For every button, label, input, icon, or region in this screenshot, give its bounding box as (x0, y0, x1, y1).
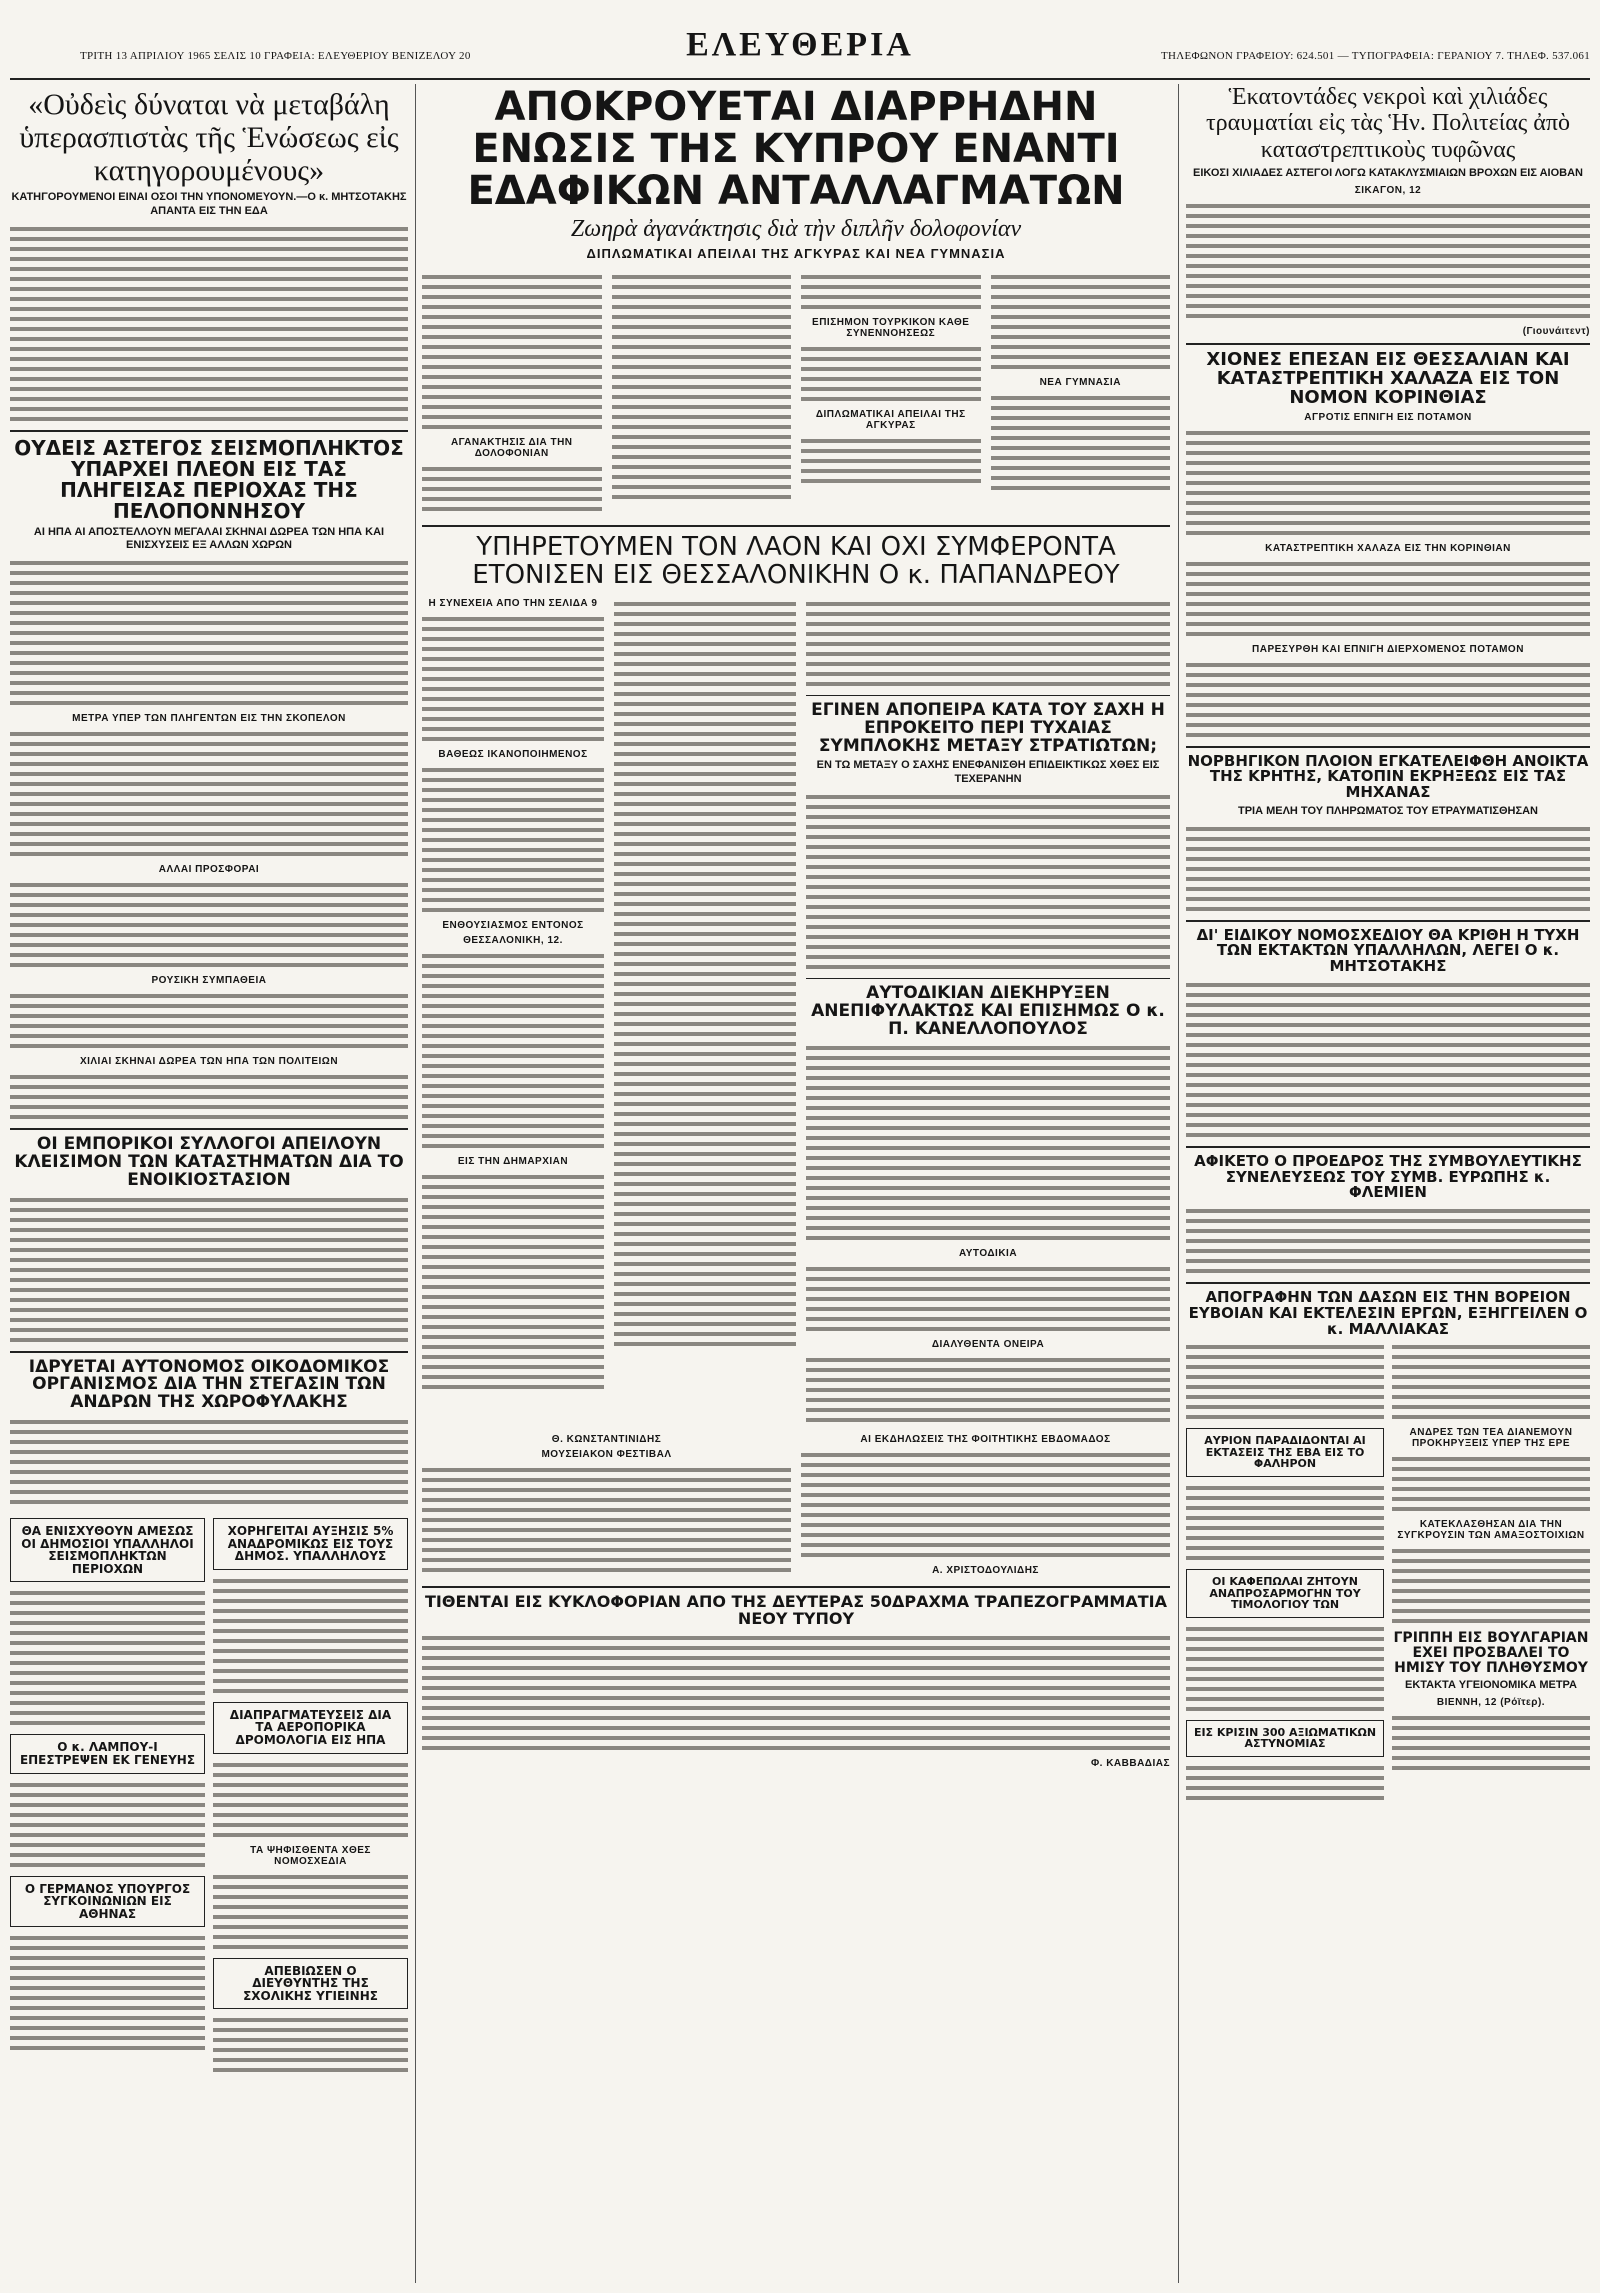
section-heading: ΕΝΘΟΥΣΙΑΣΜΟΣ ΕΝΤΟΝΟΣ (442, 919, 584, 931)
signature: (Γιουνάιτεντ) (1522, 325, 1590, 337)
section-heading: ΝΕΑ ΓΥΜΝΑΣΙΑ (1039, 376, 1121, 388)
newspaper-page (10, 10, 1590, 2283)
continued-label: Η ΣΥΝΕΧΕΙΑ ΑΠΟ ΤΗΝ ΣΕΛΙΔΑ 9 (428, 597, 598, 609)
section-heading: ΡΟΥΣΙΚΗ ΣΥΜΠΑΘΕΙΑ (151, 975, 267, 986)
column-rule (415, 84, 416, 2283)
main-deck: Ζωηρὰ ἀγανάκτησις διὰ τὴν διπλῆν δολοφονίαν (570, 216, 1022, 242)
german-box-title: Ο ΓΕΡΜΑΝΟΣ ΥΠΟΥΡΓΟΣ ΣΥΓΚΟΙΝΩΝΙΩΝ ΕΙΣ ΑΘΗΝΑΣ (24, 1881, 191, 1921)
tomorrow-box-title: ΑΥΡΙΟΝ ΠΑΡΑΔΙΔΟΝΤΑΙ ΑΙ ΕΚΤΑΣΕΙΣ ΤΗΣ ΕΒΑ ΕΙΣ ΤΟ ΦΑΛΗΡΟΝ (1204, 1434, 1366, 1471)
lead-subheadline: ΚΑΤΗΓΟΡΟΥΜΕΝΟΙ ΕΙΝΑΙ ΟΣΟΙ ΤΗΝ ΥΠΟΝΟΜΕΥΟΥΝ.—Ο κ. ΜΗΤΣΟΤΑΚΗΣ ΑΠΑΝΤΑ ΕΙΣ ΤΗΝ ΕΔΑ (11, 191, 407, 217)
flu-subheadline: ΕΚΤΑΚΤΑ ΥΓΕΙΟΝΟΜΙΚΑ ΜΕΤΡΑ (1404, 1679, 1578, 1692)
police-box-title: ΕΙΣ ΚΡΙΣΙΝ 300 ΑΞΙΩΜΑΤΙΚΩΝ ΑΣΤΥΝΟΜΙΑΣ (1193, 1725, 1377, 1751)
housing-headline: ΙΔΡΥΕΤΑΙ ΑΥΤΟΝΟΜΟΣ ΟΙΚΟΔΟΜΙΚΟΣ ΟΡΓΑΝΙΣΜΟΣ ΔΙΑ ΤΗΝ ΣΤΕΓΑΣΙΝ ΤΩΝ ΑΝΔΡΩΝ ΤΗΣ ΧΩΡΟΦΥΛΑΚΗΣ (28, 1356, 390, 1413)
ship-headline: ΝΟΡΒΗΓΙΚΟΝ ΠΛΟΙΟΝ ΕΓΚΑΤΕΛΕΙΦΘΗ ΑΝΟΙΚΤΑ ΤΗΣ ΚΡΗΤΗΣ, ΚΑΤΟΠΙΝ ΕΚΡΗΞΕΩΣ ΕΙΣ ΤΑΣ ΜΗΧΑΝΑΣ (1187, 751, 1589, 802)
section-heading: ΕΠΙΣΗΜΟΝ ΤΟΥΡΚΙΚΟΝ ΚΑΘΕ ΣΥΝΕΝΝΟΗΣΕΩΣ (812, 316, 970, 339)
kanellopoulos-headline: ΑΥΤΟΔΙΚΙΑΝ ΔΙΕΚΗΡΥΞΕΝ ΑΝΕΠΙΦΥΛΑΚΤΩΣ ΚΑΙ ΕΠΙΣΗΜΩΣ Ο κ. Π. ΚΑΝΕΛΛΟΠΟΥΛΟΣ (811, 982, 1165, 1039)
section-heading: ΒΑΘΕΩΣ ΙΚΑΝΟΠΟΙΗΜΕΝΟΣ (438, 748, 588, 760)
dateline: ΘΕΣΣΑΛΟΝΙΚΗ, 12. (463, 934, 563, 946)
dateline: ΣΙΚΑΓΟΝ, 12 (1354, 184, 1422, 196)
section-heading: ΜΟΥΣΕΙΑΚΟΝ ΦΕΣΤΙΒΑΛ (541, 1449, 672, 1461)
snow-headline: ΧΙΟΝΕΣ ΕΠΕΣΑΝ ΕΙΣ ΘΕΣΣΑΛΙΑΝ ΚΑΙ ΚΑΤΑΣΤΡΕΠΤΙΚΗ ΧΑΛΑΖΑ ΕΙΣ ΤΟΝ ΝΟΜΟΝ ΚΟΡΙΝΘΙΑΣ (1206, 348, 1570, 408)
shah-subheadline: ΕΝ ΤΩ ΜΕΤΑΞΥ Ο ΣΑΧΗΣ ΕΝΕΦΑΝΙΣΘΗ ΕΠΙΔΕΙΚΤΙΚΩΣ ΧΘΕΣ ΕΙΣ ΤΕΧΕΡΑΝΗΝ (816, 759, 1160, 786)
section-heading: ΕΙΣ ΤΗΝ ΔΗΜΑΡΧΙΑΝ (457, 1155, 569, 1167)
section-heading: ΑΝΔΡΕΣ ΤΩΝ ΤΕΑ ΔΙΑΝΕΜΟΥΝ ΠΡΟΚΗΡΥΞΕΙΣ ΥΠΕΡ ΤΗΣ ΕΡΕ (1409, 1427, 1573, 1450)
section-heading: ΑΛΛΑΙ ΠΡΟΣΦΟΡΑΙ (158, 864, 260, 875)
section-heading: ΤΑ ΨΗΦΙΣΘΕΝΤΑ ΧΘΕΣ ΝΟΜΟΣΧΕΔΙΑ (250, 1844, 371, 1867)
section-heading: ΑΓΑΝΑΚΤΗΣΙΣ ΔΙΑ ΤΗΝ ΔΟΛΟΦΟΝΙΑΝ (450, 436, 573, 459)
shah-headline: ΕΓΙΝΕΝ ΑΠΟΠΕΙΡΑ ΚΑΤΑ ΤΟΥ ΣΑΧΗ Η ΕΠΡΟΚΕΙΤΟ ΠΕΡΙ ΤΥΧΑΙΑΣ ΣΥΜΠΛΟΚΗΣ ΜΕΤΑΞΥ ΣΤΡΑΤΙΩΤΩΝ; (811, 699, 1165, 756)
section-heading: ΑΙ ΕΚΔΗΛΩΣΕΙΣ ΤΗΣ ΦΟΙΤΗΤΙΚΗΣ ΕΒΔΟΜΑΔΟΣ (860, 1434, 1111, 1446)
signature: Φ. ΚΑΒΒΑΔΙΑΣ (1090, 1757, 1170, 1769)
date-line: ΤΡΙΤΗ 13 ΑΠΡΙΛΙΟΥ 1965 ΣΕΛΙΣ 10 ΓΡΑΦΕΙΑ: ΕΛΕΥΘΕΡΙΟΥ ΒΕΝΙΖΕΛΟΥ 20 (80, 50, 471, 62)
shops-headline: ΟΙ ΕΜΠΟΡΙΚΟΙ ΣΥΛΛΟΓΟΙ ΑΠΕΙΛΟΥΝ ΚΛΕΙΣΙΜΟΝ ΤΩΝ ΚΑΤΑΣΤΗΜΑΤΩΝ ΔΙΑ ΤΟ ΕΝΟΙΚΙΟΣΤΑΣΙΟΝ (14, 1134, 404, 1190)
raise-box-title: ΧΟΡΗΓΕΙΤΑΙ ΑΥΞΗΣΙΣ 5% ΑΝΑΔΡΟΜΙΚΩΣ ΕΙΣ ΤΟΥΣ ΔΗΜΟΣ. ΥΠΑΛΛΗΛΟΥΣ (227, 1524, 394, 1564)
main-headline: ΑΠΟΚΡΟΥΕΤΑΙ ΔΙΑΡΡΗΔΗΝ ΕΝΩΣΙΣ ΤΗΣ ΚΥΠΡΟΥ ΕΝΑΝΤΙ ΕΔΑΦΙΚΩΝ ΑΝΤΑΛΛΑΓΜΑΤΩΝ (467, 84, 1125, 214)
right-column (1186, 84, 1590, 2283)
quake-subheadline: ΑΙ ΗΠΑ ΑΙ ΑΠΟΣΤΕΛΛΟΥΝ ΜΕΓΑΛΑΙ ΣΚΗΝΑΙ ΔΩΡΕΑ ΤΩΝ ΗΠΑ ΚΑΙ ΕΝΙΣΧΥΣΕΙΣ ΕΞ ΑΛΛΩΝ ΧΩΡΩΝ (33, 525, 385, 552)
ship-subheadline: ΤΡΙΑ ΜΕΛΗ ΤΟΥ ΠΛΗΡΩΜΑΤΟΣ ΤΟΥ ΕΤΡΑΥΜΑΤΙΣΘΗΣΑΝ (1237, 804, 1538, 817)
lead-headline: «Οὐδεὶς δύναται νὰ μεταβάλη ὑπερασπιστὰς τῆς Ἑνώσεως εἰς κατηγορουμένους» (19, 88, 399, 187)
law-headline: ΔΙ' ΕΙΔΙΚΟΥ ΝΟΜΟΣΧΕΔΙΟΥ ΘΑ ΚΡΙΘΗ Η ΤΥΧΗ ΤΩΝ ΕΚΤΑΚΤΩΝ ΥΠΑΛΛΗΛΩΝ, ΛΕΓΕΙ Ο κ. ΜΗΤΣΟΤΑΚΗΣ (1196, 925, 1580, 976)
masthead (10, 10, 1590, 80)
phone-line: ΤΗΛΕΦΩΝΟΝ ΓΡΑΦΕΙΟΥ: 624.501 — ΤΥΠΟΓΡΑΦΕΙΑ: ΓΕΡΑΝΙΟΥ 7. ΤΗΛΕΦ. 537.061 (1160, 50, 1590, 62)
school-box-title: ΑΠΕΒΙΩΣΕΝ Ο ΔΙΕΥΘΥΝΤΗΣ ΤΗΣ ΣΧΟΛΙΚΗΣ ΥΓΙΕΙΝΗΣ (243, 1963, 378, 2003)
section-heading: ΜΕΤΡΑ ΥΠΕΡ ΤΩΝ ΠΛΗΓΕΝΤΩΝ ΕΙΣ ΤΗΝ ΣΚΟΠΕΛΟΝ (72, 713, 346, 724)
section-heading: ΧΙΛΙΑΙ ΣΚΗΝΑΙ ΔΩΡΕΑ ΤΩΝ ΗΠΑ ΤΩΝ ΠΟΛΙΤΕΙΩΝ (79, 1056, 339, 1067)
storm-headline: Ἑκατοντάδες νεκροὶ καὶ χιλιάδες τραυματίαι εἰς τὰς Ἡν. Πολιτείας ἀπὸ καταστρεπτικοὺς τυφῶνας (1206, 84, 1570, 163)
signature: Α. ΧΡΙΣΤΟΔΟΥΛΙΔΗΣ (932, 1565, 1039, 1577)
section-heading: ΑΓΡΟΤΙΣ ΕΠΝΙΓΗ ΕΙΣ ΠΟΤΑΜΟΝ (1304, 411, 1472, 423)
section-heading: ΠΑΡΕΣΥΡΘΗ ΚΑΙ ΕΠΝΙΓΗ ΔΙΕΡΧΟΜΕΝΟΣ ΠΟΤΑΜΟΝ (1252, 643, 1524, 655)
banknotes-headline: ΤΙΘΕΝΤΑΙ ΕΙΣ ΚΥΚΛΟΦΟΡΙΑΝ ΑΠΟ ΤΗΣ ΔΕΥΤΕΡΑΣ 50ΔΡΑΧΜΑ ΤΡΑΠΕΖΟΓΡΑΜΜΑΤΙΑ ΝΕΟΥ ΤΥΠΟΥ (425, 1592, 1167, 1629)
air-box-title: ΔΙΑΠΡΑΓΜΑΤΕΥΣΕΙΣ ΔΙΑ ΤΑ ΑΕΡΟΠΟΡΙΚΑ ΔΡΟΜΟΛΟΓΙΑ ΕΙΣ ΗΠΑ (229, 1707, 392, 1748)
main-subheadline: ΔΙΠΛΩΜΑΤΙΚΑΙ ΑΠΕΙΛΑΙ ΤΗΣ ΑΓΚΥΡΑΣ ΚΑΙ ΝΕΑ ΓΥΜΝΑΣΙΑ (586, 246, 1006, 262)
storm-subheadline: ΕΙΚΟΣΙ ΧΙΛΙΑΔΕΣ ΑΣΤΕΓΟΙ ΛΟΓΩ ΚΑΤΑΚΛΥΣΜΙΑΙΩΝ ΒΡΟΧΩΝ ΕΙΣ ΑΙΟΒΑΝ (1193, 167, 1583, 180)
section-heading: ΑΥΤΟΔΙΚΙΑ (958, 1248, 1018, 1260)
lambrou-box-title: Ο κ. ΛΑΜΠΟΥ-Ι ΕΠΕΣΤΡΕΨΕΝ ΕΚ ΓΕΝΕΥΗΣ (19, 1740, 196, 1768)
left-column (10, 84, 408, 2283)
section-heading: ΚΑΤΑΣΤΡΕΠΤΙΚΗ ΧΑΛΑΖΑ ΕΙΣ ΤΗΝ ΚΟΡΙΝΘΙΑΝ (1265, 542, 1511, 554)
cafe-box-title: ΟΙ ΚΑΦΕΠΩΛΑΙ ΖΗΤΟΥΝ ΑΝΑΠΡΟΣΑΡΜΟΓΗΝ ΤΟΥ ΤΙΜΟΛΟΓΙΟΥ ΤΩΝ (1209, 1574, 1361, 1612)
section-heading: ΔΙΑΛΥΘΕΝΤΑ ΟΝΕΙΡΑ (931, 1339, 1045, 1351)
newspaper-title: ΕΛΕΥΘΕΡΙΑ (686, 26, 914, 63)
section-heading: ΚΑΤΕΚΛΑΣΘΗΣΑΝ ΔΙΑ ΤΗΝ ΣΥΓΚΡΟΥΣΙΝ ΤΩΝ ΑΜΑΞΟΣΤΟΙΧΙΩΝ (1397, 1519, 1585, 1542)
dateline: ΒΙΕΝΝΗ, 12 (Ρόϊτερ). (1436, 1697, 1546, 1709)
center-column (422, 84, 1170, 2283)
quake-headline: ΟΥΔΕΙΣ ΑΣΤΕΓΟΣ ΣΕΙΣΜΟΠΛΗΚΤΟΣ ΥΠΑΡΧΕΙ ΠΛΕΟΝ ΕΙΣ ΤΑΣ ΠΛΗΓΕΙΣΑΣ ΠΕΡΙΟΧΑΣ ΤΗΣ ΠΕΛΟΠΟΝΝΗΣΟΥ (14, 435, 404, 523)
staff-box-title: ΘΑ ΕΝΙΣΧΥΘΟΥΝ ΑΜΕΣΩΣ ΟΙ ΔΗΜΟΣΙΟΙ ΥΠΑΛΛΗΛΟΙ ΣΕΙΣΜΟΠΛΗΚΤΩΝ ΠΕΡΙΟΧΩΝ (21, 1524, 194, 1576)
papandreou-headline: ΥΠΗΡΕΤΟΥΜΕΝ ΤΟΝ ΛΑΟΝ ΚΑΙ ΟΧΙ ΣΥΜΦΕΡΟΝΤΑ ΕΤΟΝΙΣΕΝ ΕΙΣ ΘΕΣΣΑΛΟΝΙΚΗΝ Ο κ. ΠΑΠΑΝΔΡΕΟΥ (472, 531, 1120, 591)
flu-headline: ΓΡΙΠΠΗ ΕΙΣ ΒΟΥΛΓΑΡΙΑΝ ΕΧΕΙ ΠΡΟΣΒΑΛΕΙ ΤΟ ΗΜΙΣΥ ΤΟΥ ΠΛΗΘΥΣΜΟΥ (1393, 1630, 1589, 1676)
flemin-headline: ΑΦΙΚΕΤΟ Ο ΠΡΟΕΔΡΟΣ ΤΗΣ ΣΥΜΒΟΥΛΕΥΤΙΚΗΣ ΣΥΝΕΛΕΥΣΕΩΣ ΤΟΥ ΣΥΜΒ. ΕΥΡΩΠΗΣ κ. ΦΛΕΜΙΕΝ (1194, 1151, 1582, 1202)
section-heading: ΔΙΠΛΩΜΑΤΙΚΑΙ ΑΠΕΙΛΑΙ ΤΗΣ ΑΓΚΥΡΑΣ (815, 408, 966, 431)
signature: Θ. ΚΩΝΣΤΑΝΤΙΝΙΔΗΣ (551, 1434, 662, 1446)
euboea-headline: ΑΠΟΓΡΑΦΗΝ ΤΩΝ ΔΑΣΩΝ ΕΙΣ ΤΗΝ ΒΟΡΕΙΟΝ ΕΥΒΟΙΑΝ ΚΑΙ ΕΚΤΕΛΕΣΙΝ ΕΡΓΩΝ, ΕΞΗΓΓΕΙΛΕΝ Ο κ. ΜΑΛΛΙΑΚΑΣ (1188, 1288, 1588, 1338)
column-rule (1178, 84, 1179, 2283)
